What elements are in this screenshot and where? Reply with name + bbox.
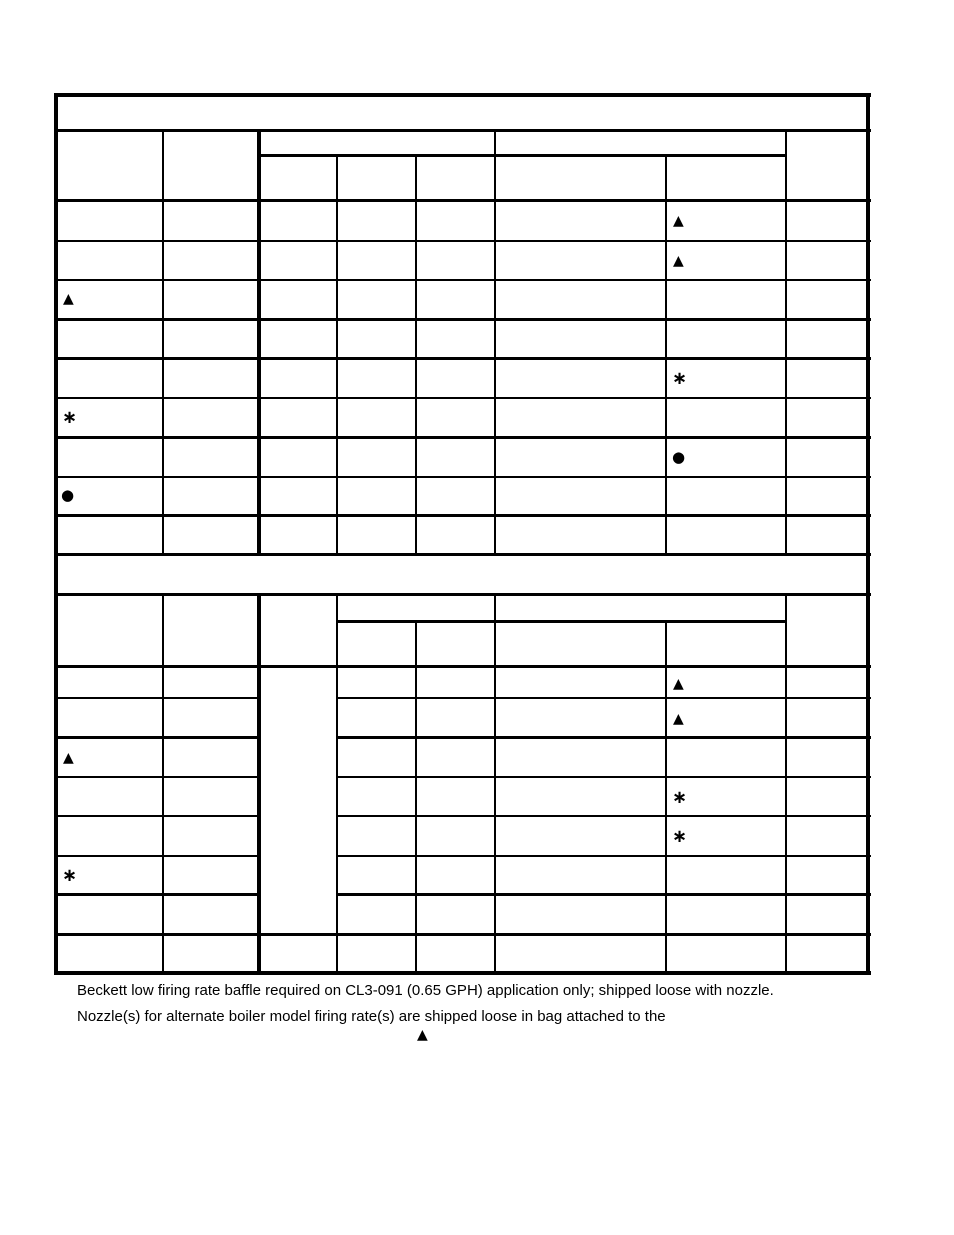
t2-col-rule: [162, 593, 164, 973]
t1-bottom-rule: [54, 553, 871, 556]
t2-row-rule: [54, 697, 260, 699]
bullet-icon: ●: [672, 448, 686, 466]
triangle-icon: ▲: [673, 213, 684, 229]
triangle-icon: ▲: [63, 750, 74, 766]
t1-row-rule: [54, 279, 871, 281]
t2-row-rule: [54, 815, 260, 817]
t2-col-rule: [336, 593, 338, 973]
table-border-left: [54, 93, 58, 975]
t1-row-rule: [54, 476, 871, 478]
t1-col-rule: [785, 129, 787, 556]
t1-col-rule: [494, 129, 496, 556]
t2-header-bottom-rule: [54, 665, 871, 668]
t1-col-rule: [162, 129, 164, 556]
t2-title-bottom-rule: [54, 593, 871, 596]
t1-col-rule: [665, 154, 667, 556]
t2-row-rule: [54, 893, 260, 896]
t1-row-rule: [54, 318, 871, 321]
t1-row-rule: [54, 436, 871, 439]
asterisk-icon: ∗: [62, 407, 78, 428]
t2-col-rule: [257, 593, 261, 973]
t1-col-rule: [415, 154, 417, 556]
asterisk-icon: ∗: [672, 368, 688, 389]
asterisk-icon: ∗: [672, 826, 688, 847]
baffle-footnote: Beckett low firing rate baffle required on CL3-091 (0.65 GPH) application only; shipped loose with nozzle.: [77, 982, 774, 999]
t1-row-rule: [54, 514, 871, 517]
t2-col-rule: [785, 593, 787, 973]
triangle-icon: ▲: [673, 711, 684, 727]
t1-col-rule: [257, 129, 261, 556]
nozzle-footnote: Nozzle(s) for alternate boiler model firing rate(s) are shipped loose in bag attached to the: [77, 1008, 666, 1025]
t2-col-rule: [415, 620, 417, 973]
t1-group-header-rule: [260, 154, 787, 157]
t2-col-rule: [665, 620, 667, 973]
bullet-icon: ●: [61, 486, 75, 504]
table-border-top: [54, 93, 871, 97]
t1-header-bottom-rule: [54, 199, 871, 202]
t2-row-rule: [54, 855, 260, 857]
t1-row-rule: [54, 240, 871, 242]
table-border-right: [866, 93, 870, 975]
t1-col-rule: [336, 154, 338, 556]
triangle-icon: ▲: [673, 253, 684, 269]
asterisk-icon: ∗: [672, 787, 688, 808]
t2-row-rule: [54, 736, 260, 739]
table-border-bottom: [54, 971, 871, 975]
triangle-icon: ▲: [417, 1027, 428, 1043]
t2-row-rule: [54, 933, 871, 936]
triangle-icon: ▲: [673, 676, 684, 692]
asterisk-icon: ∗: [62, 865, 78, 886]
t1-row-rule: [54, 357, 871, 360]
t2-group-header-rule: [336, 620, 787, 623]
t2-col-rule: [494, 593, 496, 973]
triangle-icon: ▲: [63, 291, 74, 307]
t1-row-rule: [54, 397, 871, 399]
t1-title-bottom-rule: [54, 129, 871, 132]
t2-row-rule: [54, 776, 260, 778]
